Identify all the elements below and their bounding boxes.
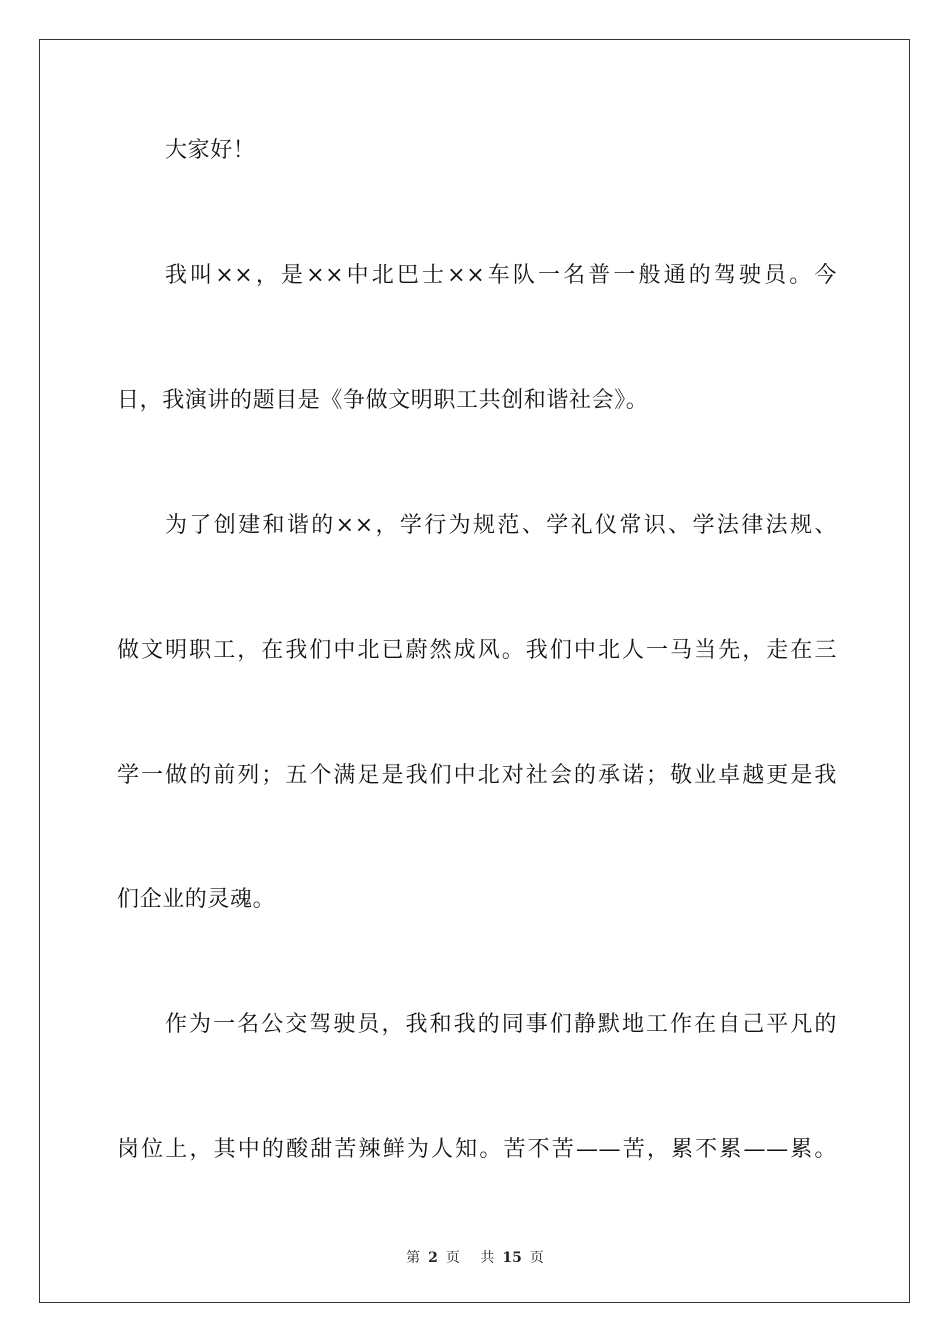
greeting-line: 大家好！ [165,138,256,163]
paragraph-line: 作为一名公交驾驶员，我和我的同事们静默地工作在自己平凡的 [165,1012,837,1037]
total-suffix: 页 [529,1250,544,1266]
page-footer [0,1247,950,1267]
page-indicator [402,1250,464,1266]
paragraph-line: 岗位上，其中的酸甜苦辣鲜为人知。苦不苦——苦，累不累——累。 [117,1137,837,1162]
total-prefix: 共 [480,1250,495,1266]
total-pages-indicator [476,1250,547,1266]
page-border [39,39,910,1303]
paragraph-line: 们企业的灵魂。 [117,887,276,912]
paragraph-line: 我叫××，是××中北巴士××车队一名普一般通的驾驶员。今 [165,263,837,288]
page-number: 2 [428,1250,438,1266]
page-prefix: 第 [406,1250,421,1266]
paragraph-line: 做文明职工，在我们中北已蔚然成风。我们中北人一马当先，走在三 [117,638,837,663]
total-pages: 15 [502,1250,522,1266]
paragraph-line: 为了创建和谐的××，学行为规范、学礼仪常识、学法律法规、 [165,513,837,538]
page-suffix: 页 [445,1250,460,1266]
paragraph-line: 学一做的前列；五个满足是我们中北对社会的承诺；敬业卓越更是我 [117,763,837,788]
paragraph-line: 日，我演讲的题目是《争做文明职工共创和谐社会》。 [117,388,649,413]
